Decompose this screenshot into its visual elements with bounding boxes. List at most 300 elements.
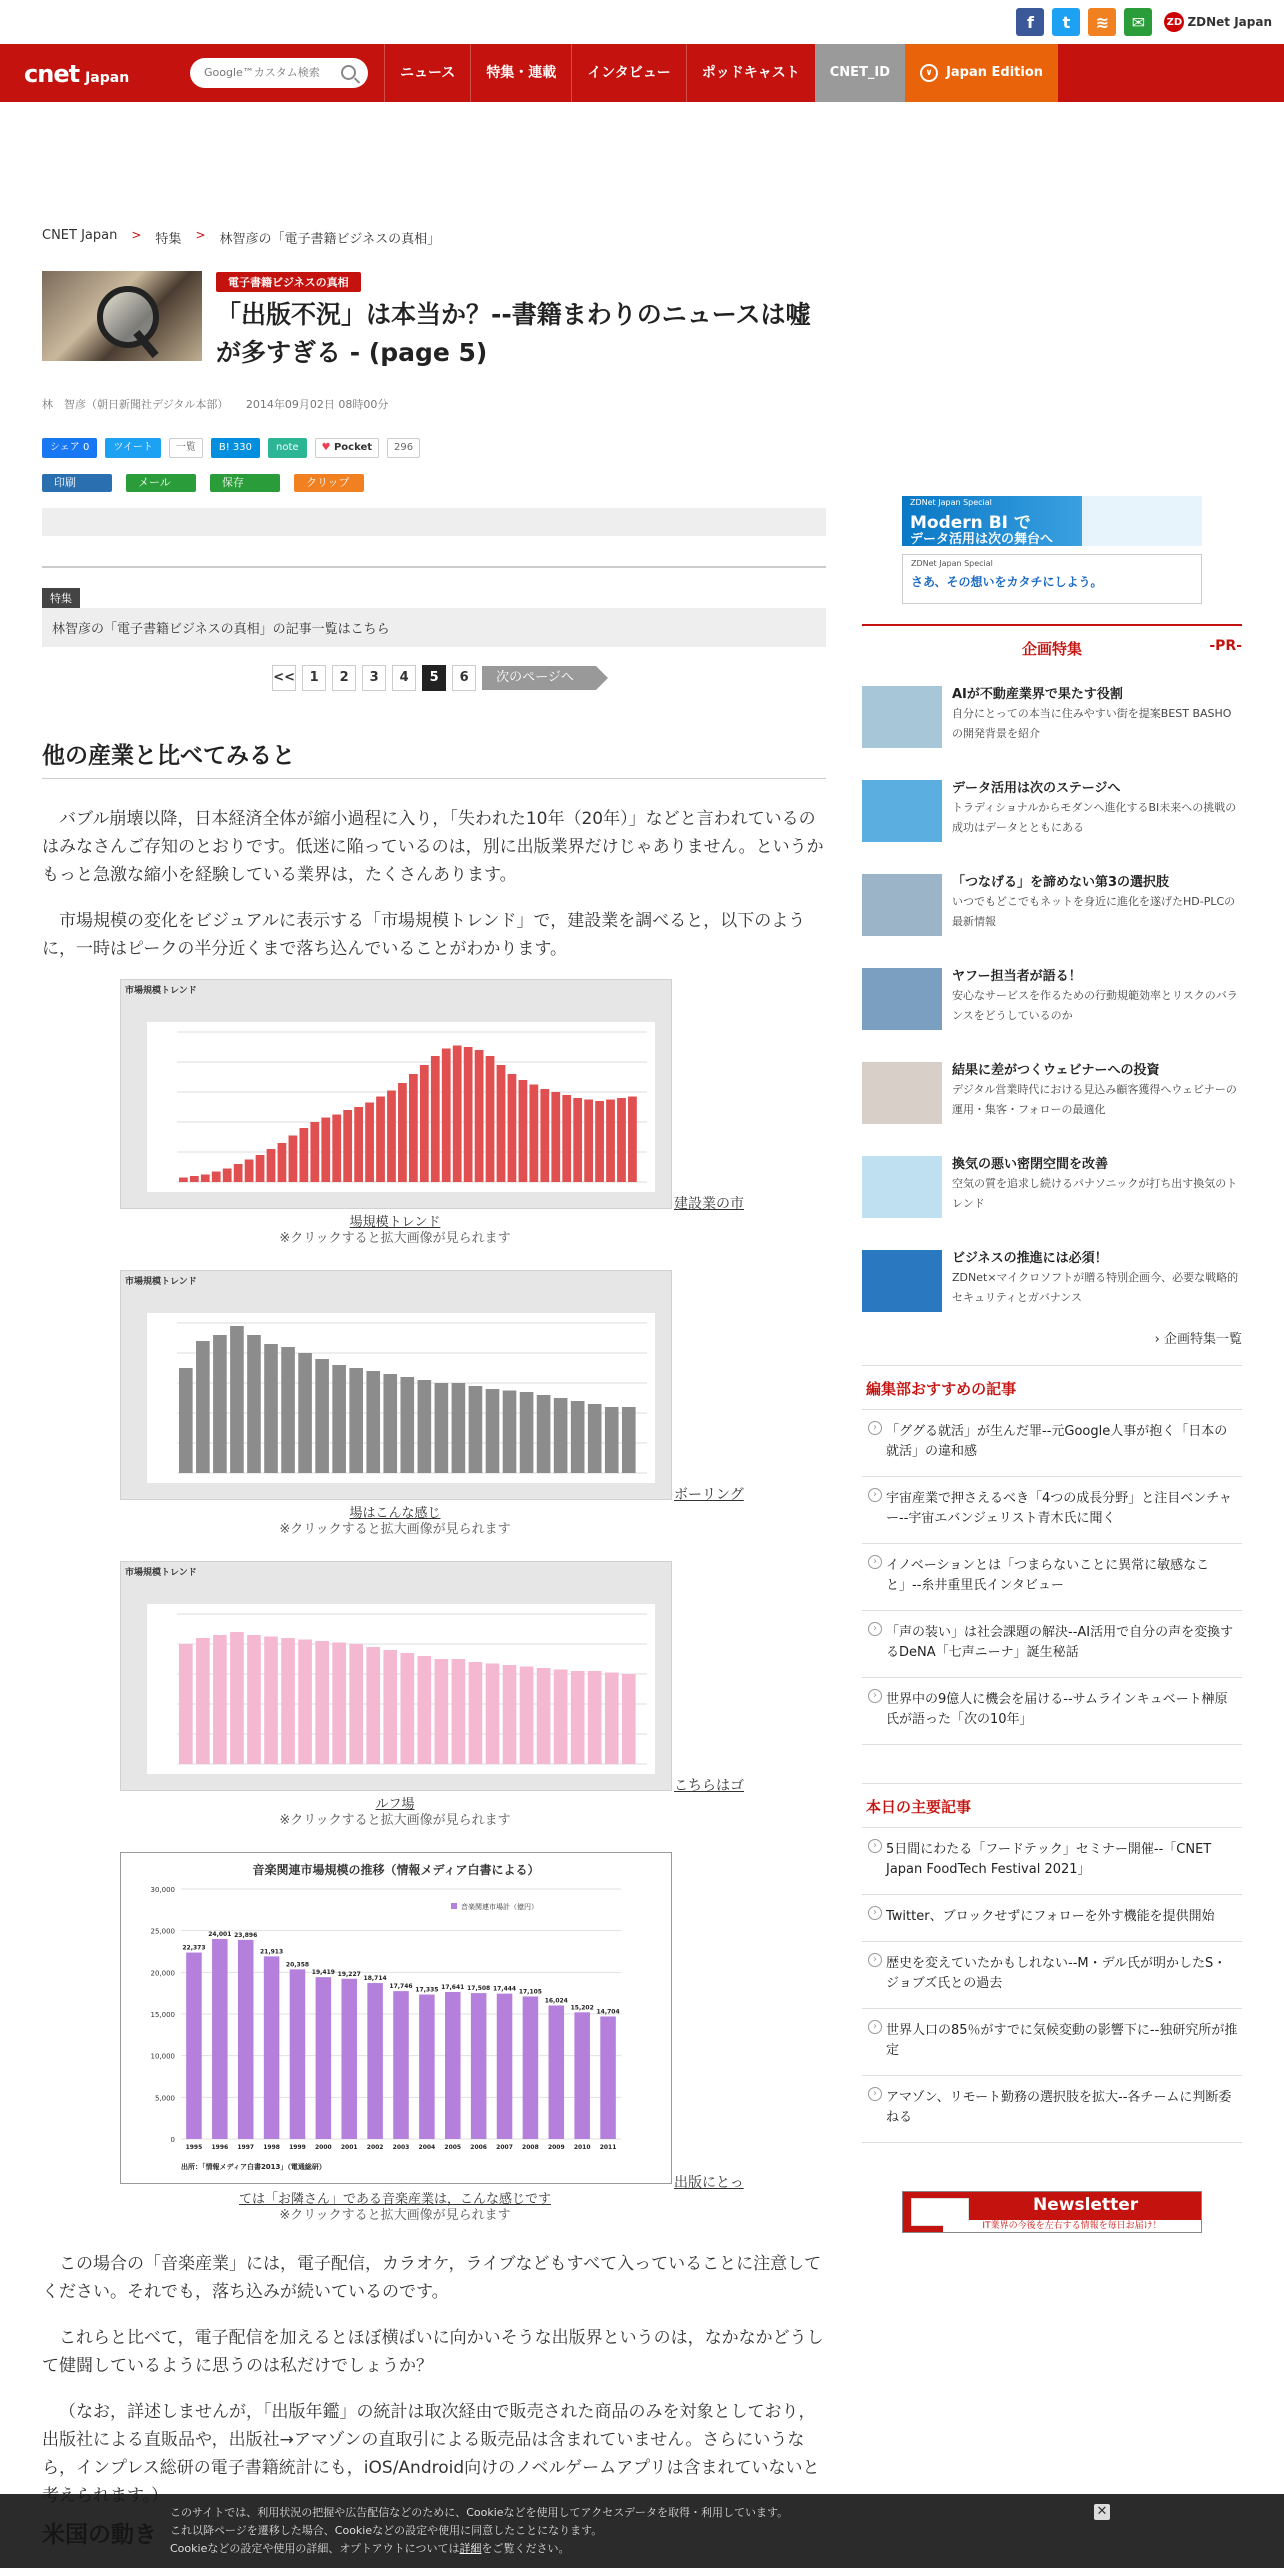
trend-bar [464, 1047, 473, 1182]
trend-bar [376, 1097, 385, 1183]
value-label: 21,913 [260, 1948, 284, 1956]
pager-page-5: 5 [422, 665, 446, 691]
zdnet-logo-icon: ZD [1164, 12, 1184, 32]
trend-bar [281, 1638, 295, 1764]
zoom-note: ※クリックすると拡大画像が見られます [279, 1522, 511, 1537]
trend-bar [469, 1662, 483, 1764]
trend-bar [400, 1653, 414, 1764]
trend-bar [213, 1335, 227, 1473]
music-bar [600, 2016, 616, 2139]
trend-bar [179, 1368, 193, 1473]
y-tick-label: 10,000 [150, 2052, 175, 2061]
y-tick-label: 25,000 [150, 1927, 175, 1936]
legend-label: 音楽関連市場計（億円） [461, 1903, 538, 1911]
feature-thumbnail [862, 686, 942, 748]
zoom-note: ※クリックすると拡大画像が見られます [279, 1231, 511, 1246]
pager-page-6[interactable]: 6 [452, 665, 476, 691]
trend-bar [223, 1169, 232, 1183]
ad-katachi[interactable]: ZDNet Japan Special さあ、その想いをカタチにしよう。 [902, 554, 1202, 604]
trend-bar [571, 1401, 585, 1473]
edition-selector[interactable]: ∨ Japan Edition [905, 44, 1058, 102]
chart-caption[interactable]: 場はこんな感じ [349, 1506, 441, 1521]
trend-bar [349, 1644, 363, 1764]
feature-item[interactable] [862, 968, 1242, 1038]
trend-bar [278, 1143, 287, 1182]
feature-title: 「つなげる」を諦めない第3の選択肢 [952, 875, 1170, 890]
newsletter-banner[interactable]: Newsletter IT業界の今後を左右する情報を毎日お届け！ [902, 2191, 1202, 2233]
mail-button[interactable]: メール [126, 474, 196, 492]
chevron-right-icon: > [195, 228, 206, 242]
trend-bar [245, 1160, 254, 1183]
feature-thumbnail [862, 1250, 942, 1312]
trend-bar [281, 1347, 295, 1473]
trend-bar [256, 1155, 265, 1182]
music-bar [497, 1994, 513, 2139]
mail-icon[interactable]: ✉ [1124, 8, 1152, 36]
trend-bar [605, 1407, 619, 1473]
nav-item-cnet-id[interactable]: CNET_ID [815, 44, 905, 102]
trend-bar [469, 1386, 483, 1473]
nav-items [384, 44, 1058, 102]
trend-bar [201, 1175, 210, 1183]
tweet-button[interactable]: ツイート [105, 438, 161, 458]
x-tick-label: 2010 [573, 2144, 591, 2151]
list-item[interactable]: › 世界人口の85％がすでに気候変動の影響下に--独研究所が推定 [862, 2009, 1242, 2076]
music-bar [290, 1969, 306, 2139]
feature-thumbnail [862, 1156, 942, 1218]
trend-bar [400, 1377, 414, 1473]
paragraph: （なお，詳述しませんが，「出版年鑑」の統計は取次経由で販売された商品のみを対象としており，出版社による直販品や，出版社→アマゾンの直取引による販売品は含まれていません。さらにいうなら，インプレス総研の電子書籍統計にも，iOS/Android向けのノベルゲームアプリは含まれていないと [42, 2402, 820, 2478]
feature-desc: 空気の質を追求し続けるパナソニックが打ち出す換気のトレンド [952, 1177, 1238, 1210]
y-tick-label: 15,000 [150, 2011, 175, 2019]
trend-bar [562, 1095, 571, 1182]
trend-bar [310, 1122, 319, 1182]
trend-bar [212, 1172, 221, 1183]
trend-bar [343, 1110, 352, 1182]
trend-bar [230, 1326, 244, 1473]
trend-bar [247, 1635, 261, 1764]
print-button[interactable]: 印刷 [42, 474, 112, 492]
article-tools [42, 474, 826, 492]
trend-bar [606, 1100, 615, 1183]
trend-bar [383, 1650, 397, 1764]
trend-bar [497, 1065, 506, 1182]
x-tick-label: 1997 [237, 2144, 255, 2151]
publish-date: 2014年09月02日 08時00分 [245, 398, 389, 411]
y-tick-label: 5,000 [154, 2094, 175, 2103]
feature-item[interactable] [862, 874, 1242, 944]
value-label: 16,024 [544, 1997, 568, 2005]
trend-bar [475, 1050, 484, 1182]
trend-bar [247, 1335, 261, 1473]
chart-title: 音楽関連市場規模の推移（情報メディア白書による） [252, 1863, 540, 1877]
main-nav [0, 44, 1284, 102]
social-links [1016, 8, 1272, 36]
value-label: 17,746 [389, 1983, 413, 1991]
x-tick-label: 2005 [444, 2144, 462, 2151]
figures [42, 979, 826, 1836]
trend-bar [179, 1644, 193, 1764]
feature-desc: 安心なサービスを作るための行動規範効率とリスクのバランスをどうしているのか [952, 989, 1238, 1022]
trend-bar [230, 1632, 244, 1764]
top-stories-header: 本日の主要記事 [862, 1783, 1242, 1828]
list-item[interactable]: › 5日間にわたる「フードテック」セミナー開催--「CNET Japan FoodTech Festival 2021」 [862, 1828, 1242, 1895]
pager-page-3[interactable]: 3 [362, 665, 386, 691]
note-button[interactable]: note [268, 438, 307, 458]
editors-picks-header: 編集部おすすめの記事 [862, 1365, 1242, 1410]
clip-button[interactable]: クリップ [294, 474, 364, 492]
trend-bar [234, 1164, 243, 1182]
music-chart-svg [121, 1879, 671, 2179]
trend-bar [289, 1136, 298, 1183]
chart-caption[interactable]: ルフ場 [375, 1797, 415, 1812]
x-tick-label: 2003 [392, 2144, 410, 2151]
music-bar [471, 1993, 487, 2139]
x-tick-label: 2008 [522, 2144, 539, 2151]
facebook-share-button[interactable]: シェア 0 [42, 438, 97, 458]
trend-bar [332, 1365, 346, 1473]
trend-chart-figure [42, 1270, 826, 1545]
feature-title: ビジネスの推進には必須！ [952, 1251, 1108, 1266]
x-tick-label: 2009 [547, 2144, 565, 2151]
trend-bar [383, 1374, 397, 1473]
trend-bar [264, 1637, 278, 1765]
trend-bar [365, 1103, 374, 1183]
x-tick-label: 2000 [315, 2144, 332, 2151]
value-label: 22,373 [182, 1944, 206, 1952]
value-label: 20,358 [285, 1961, 310, 1969]
feature-title: 結果に差がつくウェビナーへの投資 [952, 1063, 1160, 1078]
trend-bar [315, 1359, 329, 1473]
value-label: 18,714 [363, 1975, 387, 1983]
feature-list [862, 686, 1242, 1320]
feature-title: 換気の悪い密閉空間を改善 [952, 1157, 1109, 1172]
music-bar [574, 2012, 590, 2139]
x-tick-label: 2011 [599, 2144, 617, 2151]
music-bar [264, 1956, 280, 2139]
trend-bar [628, 1097, 637, 1183]
feature-title: AIが不動産業界で果たす役割 [952, 687, 1123, 702]
x-tick-label: 2002 [366, 2144, 384, 2151]
feature-thumbnail [862, 968, 942, 1030]
cookie-details-link[interactable]: 詳細 [459, 2542, 482, 2555]
value-label: 17,105 [518, 1988, 542, 1996]
feature-desc: デジタル営業時代における見込み顧客獲得へウェビナーの運用・集客・フォローの最適化 [952, 1083, 1237, 1116]
feature-tag: 特集 [42, 588, 80, 608]
trend-bar [605, 1673, 619, 1765]
chart-title: 市場規模トレンド [125, 986, 197, 996]
article-header [42, 271, 826, 372]
trend-chart-plot [147, 1313, 655, 1483]
trend-bar [486, 1389, 500, 1473]
trend-bar [354, 1107, 363, 1182]
trend-bar [387, 1091, 396, 1183]
value-label: 23,896 [234, 1931, 258, 1939]
music-bar [445, 1992, 461, 2139]
nav-item-news[interactable]: ニュース [384, 44, 470, 102]
trend-bar [298, 1353, 312, 1473]
x-tick-label: 2006 [470, 2144, 487, 2151]
trend-bar [332, 1643, 346, 1765]
list-item[interactable]: › アマゾン、リモート勤務の選択肢を拡大--各チームに判断委ねる [862, 2076, 1242, 2143]
article-thumbnail [42, 271, 202, 361]
feature-section-header: 企画特集 -PR- [862, 624, 1242, 662]
x-tick-label: 2007 [496, 2144, 513, 2151]
list-item[interactable]: › 世界中の9億人に機会を届ける--サムラインキュベート榊原氏が語った「次の10年」 [862, 1678, 1242, 1745]
chart-link[interactable]: ボーリング [674, 1487, 744, 1503]
chart-link[interactable]: 建設業の市 [674, 1196, 744, 1212]
x-tick-label: 2001 [340, 2144, 358, 2151]
pocket-icon: ♥ [321, 442, 334, 453]
trend-bar [486, 1664, 500, 1765]
music-chart-link[interactable]: 出版にとっ [674, 2175, 744, 2191]
share-bar [42, 438, 826, 458]
article-main [42, 228, 826, 2510]
trend-bar [452, 1659, 466, 1764]
trend-bar [196, 1341, 210, 1473]
pager-page-4[interactable]: 4 [392, 665, 416, 691]
trend-chart-figure [42, 979, 826, 1254]
sidebar [862, 496, 1242, 2233]
music-bar [341, 1979, 357, 2139]
trend-bar [190, 1176, 199, 1182]
list-item[interactable]: › イノベーションとは「つまらないことに異常に敏感なこと」--糸井重里氏インタビュー [862, 1544, 1242, 1611]
trend-chart-plot [147, 1022, 655, 1192]
value-label: 24,001 [208, 1930, 232, 1938]
music-bar [523, 1996, 539, 2139]
trend-bar [554, 1670, 568, 1765]
trend-bar [503, 1391, 517, 1474]
trend-bar [520, 1392, 534, 1473]
trend-bar [519, 1080, 528, 1182]
music-bar [316, 1977, 332, 2139]
pager-prev[interactable]: << [272, 665, 296, 691]
author: 林 智彦（朝日新聞社デジタル本部） [42, 398, 229, 411]
trend-chart[interactable] [120, 1270, 672, 1500]
cnet-logo[interactable]: cnet Japan [24, 60, 130, 88]
tweet-list-link[interactable]: 一覧 [169, 438, 203, 458]
feature-title: データ活用は次のステージへ [952, 781, 1121, 796]
feature-list-more-link[interactable]: › 企画特集一覧 [862, 1328, 1242, 1347]
trend-bar [571, 1671, 585, 1764]
trend-bar [420, 1065, 429, 1182]
value-label: 14,704 [596, 2008, 620, 2016]
paragraph: これらと比べて，電子配信を加えるとほぼ横ばいに向かいそうな出版界というのは，なかなかどうして健闘しているように思うのは私だけでしょうか？ [42, 2328, 824, 2376]
trend-bar [508, 1074, 517, 1182]
trend-bar [196, 1638, 210, 1764]
nav-item-interviews[interactable]: インタビュー [571, 44, 685, 102]
trend-bar [315, 1641, 329, 1764]
trend-chart[interactable] [120, 1561, 672, 1791]
trend-bar [213, 1635, 227, 1764]
trend-bar [452, 1383, 466, 1473]
breadcrumb-series[interactable]: 林智彦の「電子書籍ビジネスの真相」 [219, 232, 441, 247]
feature-item[interactable] [862, 686, 1242, 756]
trend-bar [503, 1665, 517, 1764]
trend-bar [595, 1101, 604, 1182]
trend-bar [418, 1656, 432, 1764]
pagination [42, 665, 826, 691]
list-item[interactable]: › 宇宙産業で押さえるべき「4つの成長分野」と注目ベンチャー--宇宙エバンジェリスト青木氏に聞く [862, 1477, 1242, 1544]
cookie-banner: このサイトでは、利用状況の把握や広告配信などのために、Cookieなどを使用してアクセスデータを取得・利用しています。 これ以降ページを遷移した場合、Cookieなどの設定や使用に同意したことになります。 Cookieなどの設定や使用の詳細、オプトアウトについては詳細をご覧ください。 ✕ [0, 2494, 1284, 2568]
paragraph: バブル崩壊以降，日本経済全体が縮小過程に入り，「失われた10年（20年）」などと言われているのはみなさんご存知のとおりです。低迷に陥っているのは，別に出版業界だけじゃありません。というかもっと急激な縮小を経験している業界は，たくさんあります。 [42, 809, 824, 885]
trend-bar [435, 1659, 449, 1764]
chart-title: 市場規模トレンド [125, 1568, 197, 1578]
music-chart-figure [42, 1852, 826, 2244]
value-label: 15,202 [570, 2004, 594, 2012]
feature-item[interactable] [862, 780, 1242, 850]
feature-desc: 自分にとっての本当に住みやすい街を提案BEST BASHOの開発背景を紹介 [952, 707, 1232, 740]
trend-bar [267, 1149, 276, 1182]
trend-bar [537, 1395, 551, 1473]
trend-bar [554, 1398, 568, 1473]
paragraph: 市場規模の変化をビジュアルに表示する「市場規模トレンド」で，建設業を調べると，以下のように，一時はピークの半分近くまで落ち込んでいることがわかります。 [42, 911, 806, 959]
x-tick-label: 1999 [289, 2144, 306, 2151]
x-tick-label: 1998 [263, 2144, 280, 2151]
page-title: 「出版不況」は本当か？--書籍まわりのニュースは嘘が多すぎる - (page 5) [216, 300, 811, 367]
trend-bar [299, 1128, 308, 1182]
breadcrumb [42, 228, 826, 247]
music-bar [367, 1983, 383, 2139]
trend-bar [486, 1056, 495, 1182]
trend-bar [298, 1640, 312, 1765]
chart-source: 出所：「情報メディア白書2013」（電通総研） [181, 2163, 326, 2171]
trend-bar [418, 1380, 432, 1473]
trend-bar [588, 1404, 602, 1473]
cookie-text-1: このサイトでは、利用状況の把握や広告配信などのために、Cookieなどを使用してアクセスデータを取得・利用しています。 [170, 2506, 789, 2519]
close-icon[interactable]: ✕ [1094, 2504, 1110, 2520]
value-label: 17,335 [415, 1986, 439, 1994]
list-item[interactable]: › 「声の装い」は社会課題の解決--AI活用で自分の声を変換するDeNA「七声ニーナ」誕生秘話 [862, 1611, 1242, 1678]
nav-item-features[interactable]: 特集・連載 [470, 44, 571, 102]
y-tick-label: 20,000 [150, 1969, 175, 1978]
feature-item[interactable] [862, 1062, 1242, 1132]
y-tick-label: 30,000 [150, 1886, 175, 1894]
value-label: 17,444 [492, 1985, 517, 1993]
trend-bar [442, 1049, 451, 1183]
trend-bar [179, 1178, 188, 1183]
chart-caption[interactable]: 場規模トレンド [349, 1215, 441, 1230]
music-chart-caption[interactable]: ては「お隣さん」である音楽産業は，こんな感じです [238, 2192, 551, 2207]
search-icon[interactable] [341, 65, 356, 80]
trend-bar [573, 1098, 582, 1182]
trend-bar [622, 1674, 636, 1764]
pager-next-button[interactable]: 次のページへ [482, 666, 596, 690]
x-tick-label: 1995 [185, 2144, 203, 2151]
x-tick-label: 2004 [418, 2144, 436, 2151]
trend-bar [332, 1115, 341, 1183]
section-heading: 他の産業と比べてみると [42, 737, 826, 779]
ad-placeholder [42, 508, 826, 536]
trend-bar [520, 1667, 534, 1765]
top-bar [0, 0, 1284, 44]
chevron-right-icon: > [131, 228, 142, 242]
trend-chart[interactable] [120, 979, 672, 1209]
zoom-note: ※クリックすると拡大画像が見られます [279, 1813, 511, 1828]
trend-bar [366, 1371, 380, 1473]
value-label: 17,641 [441, 1983, 465, 1991]
chart-link[interactable]: こちらはゴ [674, 1778, 744, 1794]
feature-title: ヤフー担当者が語る！ [952, 969, 1082, 984]
trend-bar [398, 1083, 407, 1182]
feature-list-link[interactable]: 林智彦の「電子書籍ビジネスの真相」の記事一覧はこちら [42, 608, 826, 647]
feature-box [42, 566, 826, 647]
feature-item[interactable] [862, 1156, 1242, 1226]
series-tag[interactable]: 電子書籍ビジネスの真相 [216, 272, 361, 292]
nav-item-podcast[interactable]: ポッドキャスト [686, 44, 815, 102]
twitter-icon[interactable]: t [1052, 8, 1080, 36]
pager-page-2[interactable]: 2 [332, 665, 356, 691]
pocket-button[interactable]: ♥ Pocket [315, 438, 380, 458]
value-label: 17,508 [467, 1985, 491, 1993]
feature-thumbnail [862, 874, 942, 936]
music-chart[interactable] [120, 1852, 672, 2184]
y-tick-label: 0 [170, 2136, 175, 2144]
list-item[interactable]: › 歴史を変えていたかもしれない--M・デル氏が明かしたS・ジョブズ氏との過去 [862, 1942, 1242, 2009]
feature-item[interactable] [862, 1250, 1242, 1320]
value-label: 19,227 [337, 1970, 361, 1978]
trend-bar [588, 1671, 602, 1764]
editors-picks-list [862, 1410, 1242, 1745]
trend-bar [435, 1383, 449, 1473]
music-bar [419, 1995, 435, 2139]
music-bar [212, 1939, 228, 2139]
trend-bar [551, 1092, 560, 1182]
trend-bar [264, 1344, 278, 1473]
music-bar [238, 1940, 254, 2139]
feature-desc: いつでもどこでもネットを身近に進化を遂げたHD-PLCの最新情報 [952, 895, 1236, 928]
trend-bar [349, 1368, 363, 1473]
facebook-icon[interactable]: f [1016, 8, 1044, 36]
music-bar [549, 2005, 565, 2139]
top-stories-list [862, 1828, 1242, 2143]
trend-bar [622, 1407, 636, 1473]
feature-desc: ZDNet×マイクロソフトが贈る特別企画今、必要な戦略的セキュリティとガバナンス [952, 1271, 1239, 1304]
pager-page-1[interactable]: 1 [302, 665, 326, 691]
breadcrumb-home[interactable]: CNET Japan [42, 228, 118, 243]
zdnet-link[interactable]: ZD ZDNet Japan [1164, 12, 1272, 32]
trend-chart-figure [42, 1561, 826, 1836]
list-item[interactable]: › Twitter、ブロックせずにフォローを外す機能を提供開始 [862, 1895, 1242, 1942]
trend-bar [366, 1647, 380, 1764]
hatena-bookmark-button[interactable]: B! 330 [211, 438, 260, 458]
chart-title: 市場規模トレンド [125, 1277, 197, 1287]
paragraph: この場合の「音楽産業」には，電子配信，カラオケ，ライブなどもすべて入っていることに注意してください。それでも，落ち込みが続いているのです。 [42, 2254, 822, 2302]
trend-bar [529, 1085, 538, 1183]
feature-desc: トラディショナルからモダンへ進化するBI未来への挑戦の成功はデータとともにある [952, 801, 1237, 834]
trend-bar [453, 1046, 462, 1183]
trend-bar [537, 1668, 551, 1764]
pocket-count: 296 [387, 438, 420, 458]
trend-chart-plot [147, 1604, 655, 1774]
byline [42, 396, 826, 412]
save-button[interactable]: 保存 [210, 474, 280, 492]
search-input[interactable] [202, 65, 336, 80]
feature-thumbnail [862, 1062, 942, 1124]
feature-thumbnail [862, 780, 942, 842]
trend-bar [617, 1098, 626, 1182]
legend-swatch [451, 1903, 457, 1909]
breadcrumb-feature[interactable]: 特集 [155, 232, 182, 247]
rss-icon[interactable]: ≋ [1088, 8, 1116, 36]
music-bar [186, 1953, 202, 2139]
list-item[interactable]: › 「ググる就活」が生んだ罪--元Google人事が抱く「日本の就活」の違和感 [862, 1410, 1242, 1477]
x-tick-label: 1996 [211, 2144, 229, 2151]
music-bar [393, 1991, 409, 2139]
ad-modern-bi[interactable]: ZDNet Japan Special Modern BI で データ活用は次の舞台へ [902, 496, 1202, 546]
search-box[interactable] [190, 58, 368, 88]
cookie-text-2: これ以降ページを遷移した場合、Cookieなどの設定や使用に同意したことになります。 [170, 2524, 603, 2537]
